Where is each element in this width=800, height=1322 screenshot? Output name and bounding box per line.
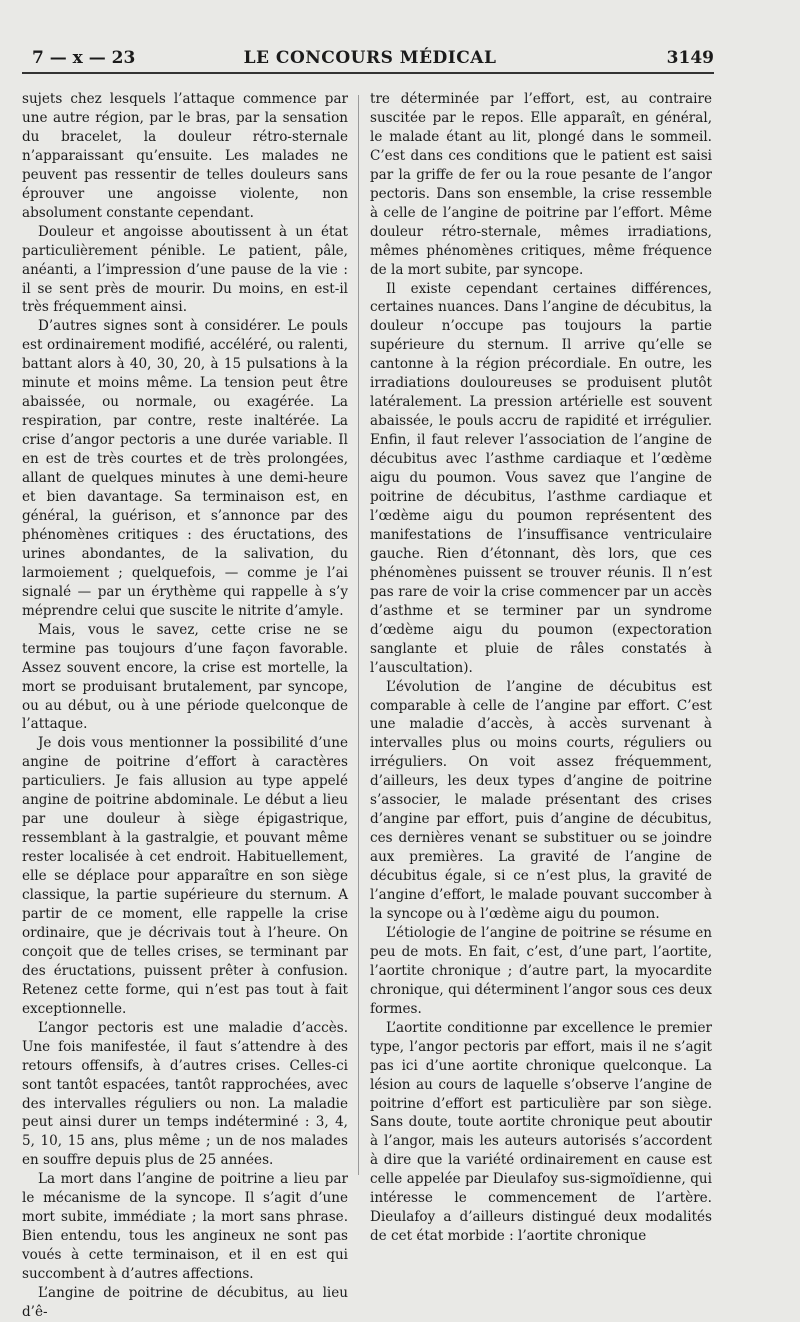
paragraph: L’angine de poitrine de décubitus, au lieu d’ê-: [22, 1285, 348, 1320]
paragraph: D’autres signes sont à considérer. Le pouls est ordinairement modifié, accéléré, ou ralenti, battant alors à 40, 30, 20, à 15 pulsations à la minute et moins même. La tension peut être abaissée, ou normale, ou exagérée. La respiration, par contre, reste inaltérée. La crise d’angor pectoris a une durée variable. Il en est de très courtes et de très prolongées, allant de quelques minutes à une demi-heure et bien davantage. Sa terminaison est, en général, la guérison, et s’annonce par des phénomènes critiques : des éructations, des urines abondantes, de la salivation, du larmoiement ; quelquefois, — comme je l’ai signalé — par un érythème qui rappelle à s’y méprendre celui que suscite le nitrite d’amyle.: [22, 318, 348, 619]
paragraph: tre déterminée par l’effort, est, au contraire suscitée par le repos. Elle apparaît, en général, le malade étant au lit, plongé dans le sommeil. C’est dans ces conditions que le patient est saisi par la griffe de fer ou la roue pesante de l’angor pectoris. Dans son ensemble, la crise ressemble à celle de l’angine de poitrine par l’effort. Même douleur rétro-sternale, mêmes irradiations, mêmes phénomènes critiques, même fréquence de la mort subite, par syncope.: [370, 91, 712, 278]
paragraph: Il existe cependant certaines différences, certaines nuances. Dans l’angine de décubitus, la douleur n’occupe pas toujours la partie supérieure du sternum. Il arrive qu’elle se cantonne à la région précordiale. En outre, les irradiations douloureuses se produisent plutôt latéralement. La pression artérielle est souvent abaissée, le pouls accru de rapidité et irrégulier. Enfin, il faut relever l’association de l’angine de décubitus avec l’asthme cardiaque et l’œdème aigu du poumon. Vous savez que l’angine de poitrine de décubitus, l’asthme cardiaque et l’œdème aigu du poumon représentent des manifestations de l’insuffisance ventriculaire gauche. Rien d’étonnant, dès lors, que ces phénomènes puissent se trouver réunis. Il n’est pas rare de voir la crise commencer par un accès d’asthme et se terminer par un syndrome d’œdème aigu du poumon (expectoration sanglante et pluie de râles constatés à l’auscultation).: [370, 280, 712, 676]
column-divider: [358, 95, 359, 1175]
paragraph: La mort dans l’angine de poitrine a lieu par le mécanisme de la syncope. Il s’agit d’une mort subite, immédiate ; la mort sans phrase. Bien entendu, tous les angineux ne sont pas voués à cette terminaison, et il en est qui succombent à d’autres affections.: [22, 1171, 348, 1283]
paragraph: L’aortite conditionne par excellence le premier type, l’angor pectoris par effort, mais il ne s’agit pas ici d’une aortite chronique quelconque. La lésion au cours de laquelle s’observe l’angine de poitrine d’effort est particulière par son siège. Sans doute, toute aortite chronique peut aboutir à l’angor, mais les auteurs autorisés s’accordent à dire que la variété ordinairement en cause est celle appelée par Dieulafoy sus-sigmoïdienne, qui intéresse le commencement de l’artère. Dieulafoy a d’ailleurs distingué deux modalités de cet état morbide : l’aortite chronique: [370, 1019, 712, 1245]
paragraph: Je dois vous mentionner la possibilité d’une angine de poitrine d’effort à caractères particuliers. Je fais allusion au type appelé angine de poitrine abdominale. Le début a lieu par une douleur à siège épigastrique, ressemblant à la gastralgie, et pouvant même rester localisée à cet endroit. Habituellement, elle se déplace pour apparaître en son siège classique, la partie supérieure du sternum. A partir de ce moment, elle rappelle la crise ordinaire, que je décrivais tout à l’heure. On conçoit que de telles crises, se terminant par des éructations, puissent prêter à confusion. Retenez cette forme, qui n’est pas tout à fait exceptionnelle.: [22, 735, 348, 1017]
left-column: [22, 90, 348, 1322]
paragraph: Douleur et angoisse aboutissent à un état particulièrement pénible. Le patient, pâle, anéanti, a l’impression d’une pause de la vie : il se sent près de mourir. Du moins, en est-il très fréquemment ainsi.: [22, 223, 348, 316]
paragraph: sujets chez lesquels l’attaque commence par une autre région, par le bras, par la sensation du bracelet, la douleur rétro-sternale n’apparaissant qu’ensuite. Les malades ne peuvent pas ressentir de telles douleurs sans éprouver une angoisse violente, non absolument constante cependant.: [22, 91, 348, 221]
paragraph: L’angor pectoris est une maladie d’accès. Une fois manifestée, il faut s’attendre à des retours offensifs, à d’autres crises. Celles-ci sont tantôt espacées, tantôt rapprochées, avec des intervalles réguliers ou non. La maladie peut ainsi durer un temps indéterminé : 3, 4, 5, 10, 15 ans, plus même ; un de nos malades en souffre depuis plus de 25 années.: [22, 1019, 348, 1169]
paragraph: L’étiologie de l’angine de poitrine se résume en peu de mots. En fait, c’est, d’une part, l’aortite, l’aortite chronique ; d’autre part, la myocardite chronique, qui déterminent l’angor sous ces deux formes.: [370, 924, 712, 1017]
header-rule: [22, 72, 714, 74]
right-column: [370, 90, 712, 1246]
page-number: 3149: [666, 48, 714, 68]
journal-title: LE CONCOURS MÉDICAL: [243, 48, 497, 68]
issue-date: 7 — x — 23: [32, 48, 136, 68]
page-header: [26, 42, 714, 72]
paragraph: L’évolution de l’angine de décubitus est comparable à celle de l’angine par effort. C’est une maladie d’accès, à accès survenant à intervalles plus ou moins courts, réguliers ou irréguliers. On voit assez fréquemment, d’ailleurs, les deux types d’angine de poitrine s’associer, le malade présentant des crises d’angine par effort, puis d’angine de décubitus, ces dernières venant se substituer ou se joindre aux premières. La gravité de l’angine de décubitus égale, si ce n’est plus, la gravité de l’angine d’effort, le malade pouvant succomber à la syncope ou à l’œdème aigu du poumon.: [370, 678, 712, 922]
paragraph: Mais, vous le savez, cette crise ne se termine pas toujours d’une façon favorable. Assez souvent encore, la crise est mortelle, la mort se produisant brutalement, par syncope, ou au début, ou à une période quelconque de l’attaque.: [22, 621, 348, 733]
